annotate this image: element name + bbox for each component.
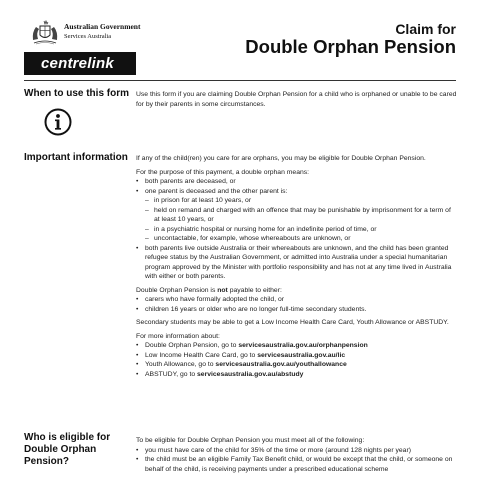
- health-care-card-link[interactable]: servicesaustralia.gov.au/lic: [257, 351, 346, 359]
- sub-list-item: – in a psychiatric hospital or nursing home for an indefinite period of time, or: [145, 225, 377, 233]
- eligibility-intro: To be eligible for Double Orphan Pension you must meet all of the following:: [136, 437, 365, 444]
- sub-list-item: – uncontactable, for example, whose whereabouts are unknown, or: [145, 235, 351, 242]
- youth-allowance-link[interactable]: servicesaustralia.gov.au/youthallowance: [215, 361, 347, 368]
- list-item: • both parents live outside Australia or their whereabouts are unknown, and the child has been granted refugee status by the Australian Government, or admitted into Australia under a special humanitarian program approved by the Minister with portfolio responsibility and has not at any time lived in Australia with either or both parents.: [136, 244, 452, 280]
- bullet-marker: •: [136, 361, 139, 368]
- header-divider: [24, 80, 456, 81]
- bullet-marker: •: [136, 178, 139, 185]
- bullet-marker: •: [136, 456, 139, 463]
- bullet-marker: •: [136, 351, 139, 359]
- bullet-marker: •: [136, 370, 139, 378]
- bullet-marker: •: [136, 305, 139, 313]
- abstudy-link[interactable]: servicesaustralia.gov.au/abstudy: [197, 370, 304, 378]
- not-payable-text: Double Orphan Pension is not payable to either:: [136, 286, 282, 294]
- government-name: Australian Government: [64, 22, 141, 31]
- agency-name: Services Australia: [64, 33, 112, 40]
- important-info-heading: Important information: [24, 152, 128, 163]
- intro-text: If any of the child(ren) you care for are orphans, you may be eligible for Double Orphan Pension.: [136, 155, 426, 162]
- important-info-body: [136, 154, 458, 379]
- list-item: • Low Income Health Care Card, go to servicesaustralia.gov.au/lic: [136, 351, 346, 359]
- list-item: • carers who have formally adopted the child, or: [136, 296, 285, 303]
- who-is-eligible-heading: Who is eligible for Double Orphan Pension?: [24, 432, 111, 467]
- list-item: • the child must be an eligible Family Tax Benefit child, or would be except that the child, or someone on behalf of the child, is receiving payments under a prescribed educational scheme: [136, 456, 453, 473]
- bullet-marker: •: [136, 296, 139, 303]
- list-item: • one parent is deceased and the other parent is:: [136, 187, 288, 195]
- centrelink-logo: centrelink: [24, 52, 136, 75]
- info-icon: [44, 108, 72, 136]
- list-item: • Youth Allowance, go to servicesaustralia.gov.au/youthallowance: [136, 361, 347, 368]
- when-to-use-heading: When to use this form: [24, 88, 129, 99]
- dash-marker: –: [145, 206, 149, 214]
- form-title: Double Orphan Pension: [245, 36, 456, 57]
- bullet-marker: •: [136, 244, 139, 252]
- list-item: • both parents are deceased, or: [136, 178, 236, 185]
- list-item: • children 16 years or older who are no longer full-time secondary students.: [136, 305, 367, 313]
- list-item: • Double Orphan Pension, go to servicesaustralia.gov.au/orphanpension: [136, 342, 368, 349]
- purpose-text: For the purpose of this payment, a double orphan means:: [136, 168, 310, 176]
- when-to-use-text: Use this form if you are claiming Double Orphan Pension for a child who is orphaned or unable to be cared for by their parents in some circumstances.: [136, 91, 457, 108]
- dash-marker: –: [145, 197, 149, 204]
- form-subtitle: Claim for: [395, 21, 456, 37]
- sub-list-item: – in prison for at least 10 years, or: [145, 197, 252, 204]
- secondary-students-text: Secondary students may be able to get a Low Income Health Care Card, Youth Allowance or ABSTUDY.: [136, 319, 449, 326]
- bullet-marker: •: [136, 342, 139, 349]
- page-header: [0, 0, 480, 92]
- bullet-marker: •: [136, 187, 139, 195]
- more-info-text: For more information about:: [136, 332, 220, 340]
- list-item: • you must have care of the child for 35% of the time or more (around 128 nights per year): [136, 446, 411, 454]
- dash-marker: –: [145, 225, 149, 233]
- who-is-eligible-body: [136, 436, 458, 474]
- sub-list-item: – held on remand and charged with an offence that may be punishable by imprisonment for a term of at least 10 years, or: [145, 206, 451, 223]
- bullet-marker: •: [136, 446, 139, 454]
- list-item: • ABSTUDY, go to servicesaustralia.gov.au/abstudy: [136, 370, 304, 378]
- coat-of-arms-icon: [30, 20, 60, 46]
- dash-marker: –: [145, 235, 149, 242]
- orphan-pension-link[interactable]: servicesaustralia.gov.au/orphanpension: [238, 342, 368, 349]
